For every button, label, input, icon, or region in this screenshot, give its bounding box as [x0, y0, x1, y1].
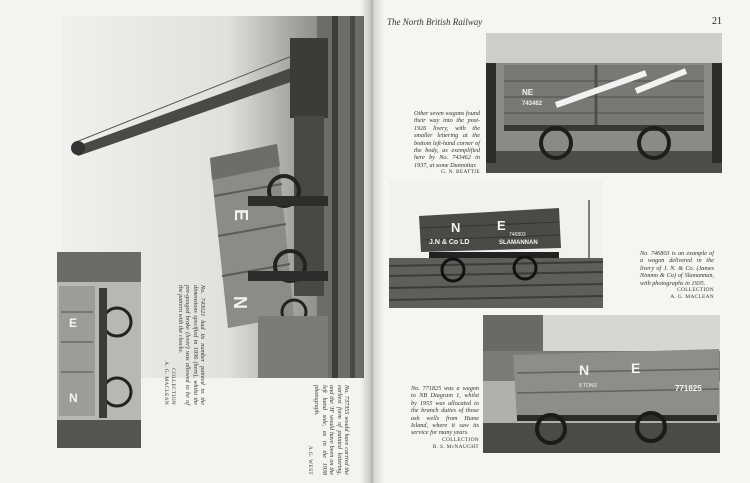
caption-middle-text: No. 746803 is an example of a wagon delivered in the livery of J. N. & Co. (James Nimmo & Co) of Slamannan, with photographs in 1935.: [640, 250, 714, 287]
svg-text:N: N: [230, 296, 250, 309]
middle-wagon-mark-number: 746803: [509, 232, 526, 238]
page-number: 21: [712, 16, 722, 27]
bottom-wagon-mark-n: N: [579, 362, 590, 378]
svg-text:E: E: [69, 316, 78, 330]
middle-wagon-mark-place: SLAMANNAN: [499, 240, 538, 246]
middle-wagon-mark-n: N: [451, 220, 461, 235]
caption-middle: [640, 250, 714, 302]
caption-left-crane-credit: A.G. WEST: [306, 445, 313, 475]
caption-middle-credit-a: COLLECTION: [677, 287, 714, 294]
middle-wagon-photo: [389, 180, 603, 308]
caption-bottom-text: No. 771825 was a wagon to NB Diagram 1, whilst by 1955 was allocated to the branch duties of those ash wells from Hume Island, where it saw its service for many years.: [411, 385, 479, 437]
caption-left-crane: [306, 385, 350, 475]
caption-middle-credit-b: A. G. MACLEAN: [670, 294, 714, 301]
caption-top: [414, 110, 480, 177]
top-wagon-mark-number: 743462: [522, 101, 543, 107]
caption-left-small-credit-a: COLLECTION: [170, 368, 177, 405]
middle-wagon-mark-owner: J.N & Co LD: [429, 239, 470, 246]
running-head: The North British Railway: [387, 17, 483, 27]
top-wagon-photo: [486, 33, 722, 173]
caption-bottom-credit-b: R. S. McNAUGHT: [432, 444, 479, 451]
svg-text:E: E: [231, 209, 251, 222]
caption-top-text: Other seven wagons found their way into the post-1926 livery, with the smaller lettering at the bottom left-hand corner of the body, as exemplified here by No. 743462 in 1937, at some Dunnottar.: [414, 110, 480, 169]
caption-left-small: [162, 285, 206, 405]
caption-bottom: [411, 385, 479, 452]
caption-left-small-text: No. 743021 had its number painted to the dimensions specified in 1936 (here), whilst the pre-gouged brake (lever) was allowed to be of the pattern with the chocks.: [176, 285, 206, 405]
bottom-wagon-mark-e: E: [631, 360, 641, 376]
left-page: [0, 0, 372, 483]
svg-text:N: N: [69, 391, 78, 405]
middle-wagon-mark-e: E: [497, 218, 506, 233]
caption-left-crane-text: No. 737355 would have carried the earliest form of painted lettering, and the 'H' would have been on the left hand side, as in the 1938 photograph.: [313, 385, 350, 475]
caption-bottom-credit-a: COLLECTION: [442, 436, 479, 443]
bottom-wagon-photo: [483, 315, 720, 453]
bottom-wagon-mark-tons: 8 TONS: [579, 383, 597, 389]
bottom-wagon-mark-number: 771825: [675, 384, 702, 393]
top-wagon-mark-ne: NE: [522, 88, 534, 97]
small-wagon-photo: [57, 252, 141, 448]
caption-left-small-credit-b: A. G. MACLEAN: [162, 361, 169, 405]
caption-top-credit: G. N. BEATTIE: [441, 169, 480, 176]
